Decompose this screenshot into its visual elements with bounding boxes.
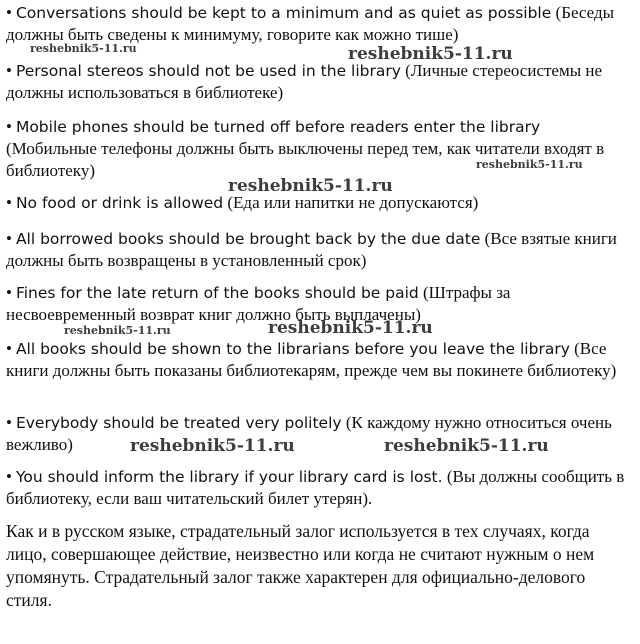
rule-item: [6, 466, 630, 510]
rule-text-en: You should inform the library if your library card is lost.: [15, 468, 443, 486]
watermark: reshebnik5-11.ru: [476, 158, 583, 171]
rule-text-ru: (Вы должны сообщить в библиотеку, если ваш читательский билет утерян).: [6, 467, 625, 508]
watermark: reshebnik5-11.ru: [30, 42, 137, 55]
rule-text-ru: (К каждому нужно относиться очень вежливо): [6, 413, 612, 454]
rule-item: [6, 2, 630, 46]
bullet-icon: •: [6, 467, 12, 486]
rule-text-en: Personal stereos should not be used in the library: [15, 62, 401, 80]
bullet-icon: •: [6, 61, 12, 80]
rule-text-en: No food or drink is allowed: [15, 194, 224, 212]
watermark: reshebnik5-11.ru: [64, 324, 171, 337]
watermark: reshebnik5-11.ru: [268, 318, 433, 338]
bullet-icon: •: [6, 229, 12, 248]
bullet-icon: •: [6, 339, 12, 358]
rule-text-ru: (Личные стереосистемы не должны использоваться в библиотеке): [6, 61, 603, 102]
bullet-icon: •: [6, 283, 12, 302]
bullet-icon: •: [6, 413, 12, 432]
rule-item: [6, 60, 630, 104]
watermark: reshebnik5-11.ru: [384, 436, 549, 456]
rule-text-en: Fines for the late return of the books should be paid: [15, 284, 419, 302]
watermark: reshebnik5-11.ru: [228, 176, 393, 196]
rule-text-en: All books should be shown to the librarians before you leave the library: [15, 340, 570, 358]
rule-text-ru: (Штрафы за несвоевременный возврат книг должно быть выплачены): [6, 283, 511, 324]
rule-text-ru: (Все книги должны быть показаны библиотекарям, прежде чем вы покинете библиотеку): [6, 339, 617, 380]
rule-text-en: Mobile phones should be turned off before readers enter the library: [15, 118, 541, 136]
bullet-icon: •: [6, 3, 12, 22]
watermark: reshebnik5-11.ru: [348, 44, 513, 64]
rule-text-en: Conversations should be kept to a minimum and as quiet as possible: [15, 4, 552, 22]
bullet-icon: •: [6, 117, 12, 136]
explanation-paragraph: Как и в русском языке, страдательный залог используется в тех случаях, когда лицо, совершающее действие, неизвестно или когда не считают нужным о нем упомянуть. Страдательный залог также характерен для официально-делового стиля.: [6, 521, 595, 610]
rule-item: [6, 116, 630, 182]
bullet-icon: •: [6, 193, 12, 212]
rule-text-ru: (Еда или напитки не допускаются): [227, 193, 479, 212]
rule-text-ru: (Мобильные телефоны должны быть выключены перед тем, как читатели входят в библиотеку): [6, 139, 605, 180]
rule-text-en: All borrowed books should be brought back by the due date: [15, 230, 481, 248]
rule-text-en: Everybody should be treated very politely: [15, 414, 342, 432]
rule-item: [6, 228, 630, 272]
rule-item: [6, 338, 630, 382]
watermark: reshebnik5-11.ru: [130, 436, 295, 456]
rule-text-ru: (Беседы должны быть сведены к минимуму, говорите как можно тише): [6, 3, 615, 44]
rule-text-ru: (Все взятые книги должны быть возвращены в установленный срок): [6, 229, 617, 270]
